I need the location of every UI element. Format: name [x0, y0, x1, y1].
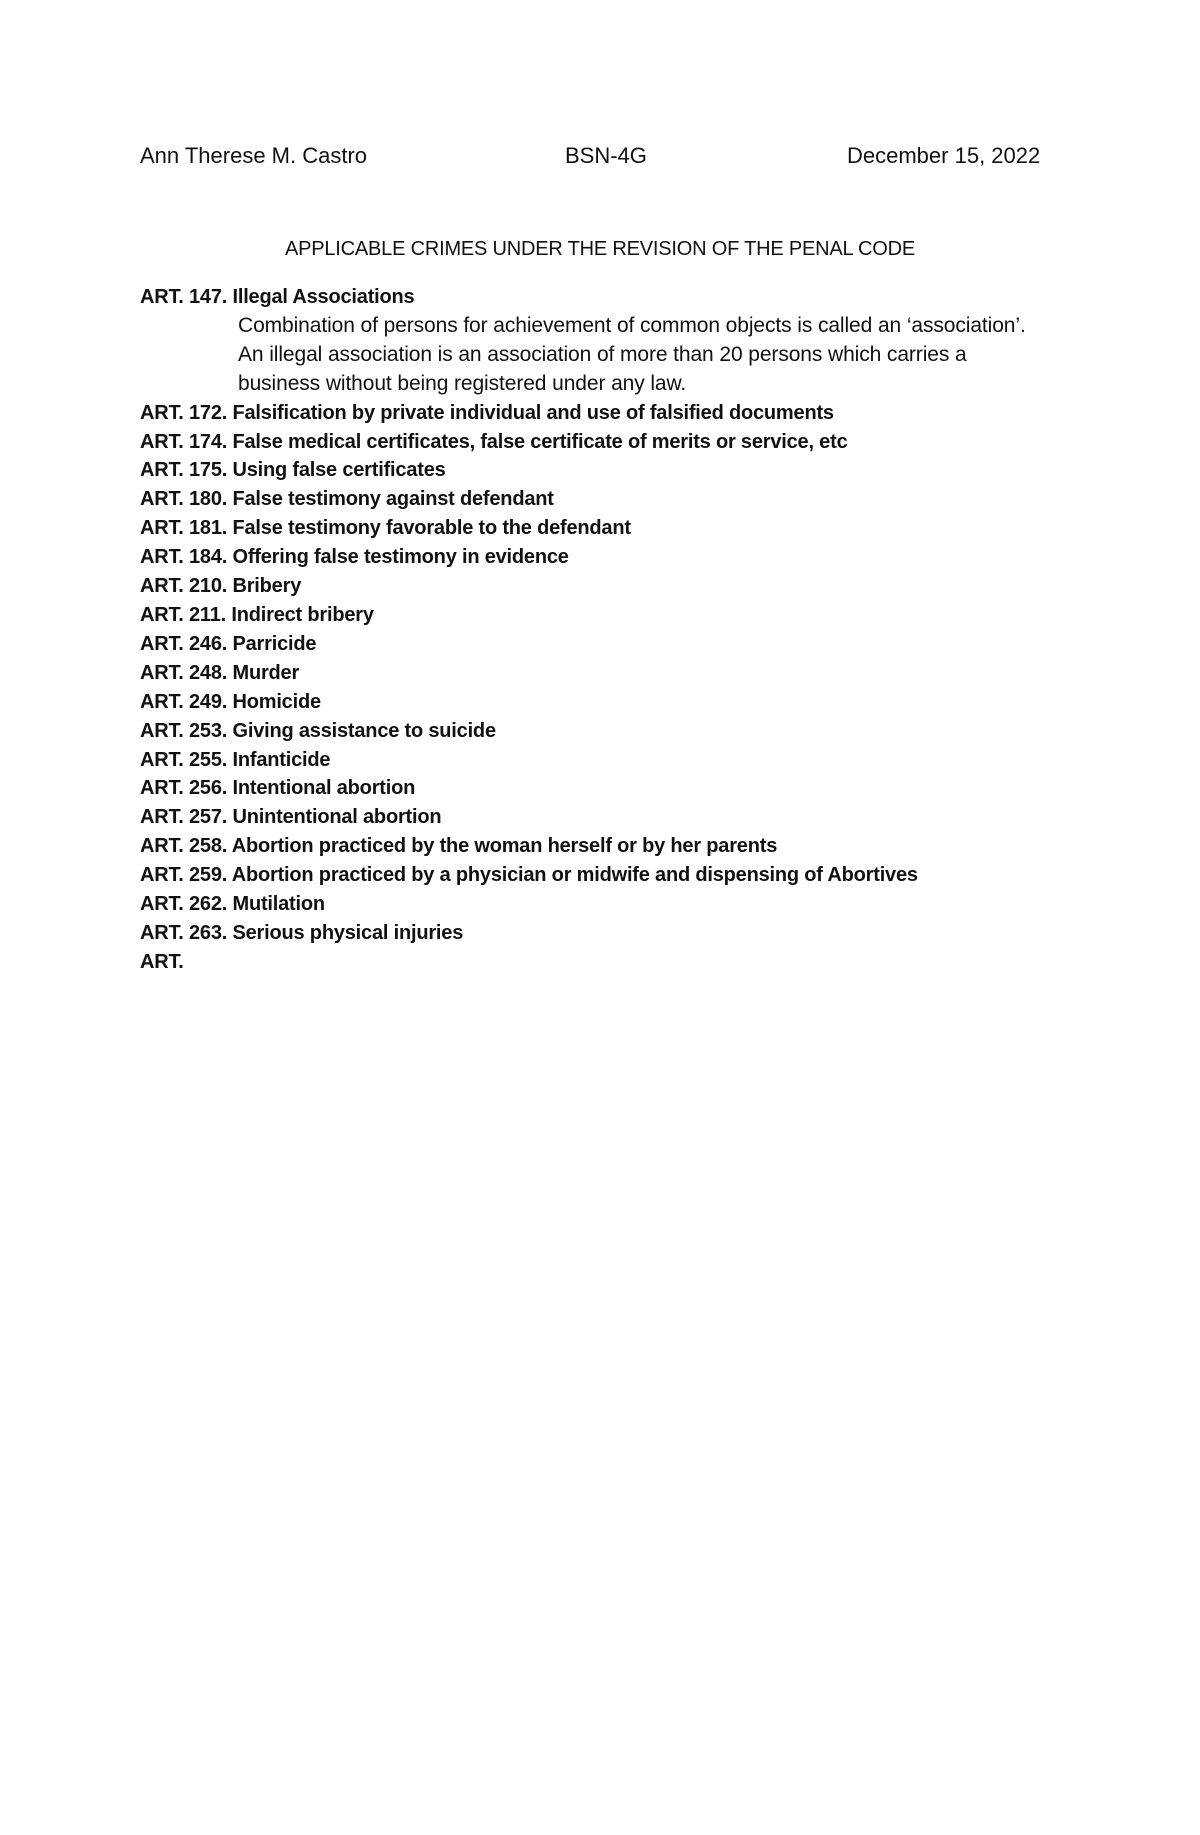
article-item: ART. 180. False testimony against defendant: [140, 488, 554, 511]
article-item: ART. 181. False testimony favorable to the defendant: [140, 517, 631, 540]
article-item: ART. 248. Murder: [140, 661, 300, 684]
document-title: APPLICABLE CRIMES UNDER THE REVISION OF THE PENAL CODE: [284, 238, 916, 260]
author-name: Ann Therese M. Castro: [140, 143, 368, 168]
description-line: Combination of persons for achievement of common objects is called an ‘association’.: [238, 313, 1026, 337]
article-item: ART. 259. Abortion practiced by a physician or midwife and dispensing of Abortives: [140, 864, 918, 887]
article-description: [140, 312, 1060, 399]
article-item: ART. 255. Infanticide: [140, 748, 331, 771]
article-item: ART. 249. Homicide: [140, 690, 321, 713]
document-date: December 15, 2022: [847, 143, 1041, 168]
article-item: ART. 246. Parricide: [140, 632, 317, 655]
article-item: ART. 210. Bribery: [140, 575, 302, 598]
article-item: ART. 262. Mutilation: [140, 893, 325, 916]
description-line: An illegal association is an association of more than 20 persons which carries a: [238, 342, 967, 366]
article-item: ART. 174. False medical certificates, false certificate of merits or service, etc: [140, 430, 848, 453]
article-item: ART. 257. Unintentional abortion: [140, 806, 442, 829]
article-item: ART. 211. Indirect bribery: [140, 603, 374, 626]
article-item: ART. 147. Illegal Associations: [140, 286, 415, 308]
article-item: ART. 256. Intentional abortion: [140, 777, 416, 800]
article-item: ART. 175. Using false certificates: [140, 459, 446, 482]
article-item: ART. 263. Serious physical injuries: [140, 921, 464, 944]
description-line: business without being registered under any law.: [238, 371, 687, 395]
section-label: BSN-4G: [565, 143, 647, 168]
article-item: ART.: [140, 950, 184, 973]
article-list: [140, 283, 1060, 977]
article-item: ART. 172. Falsification by private individual and use of falsified documents: [140, 401, 834, 424]
article-item: ART. 253. Giving assistance to suicide: [140, 719, 496, 742]
document-header: [140, 143, 1040, 173]
article-item: ART. 184. Offering false testimony in evidence: [140, 546, 569, 569]
article-item: ART. 258. Abortion practiced by the woman herself or by her parents: [140, 835, 778, 858]
